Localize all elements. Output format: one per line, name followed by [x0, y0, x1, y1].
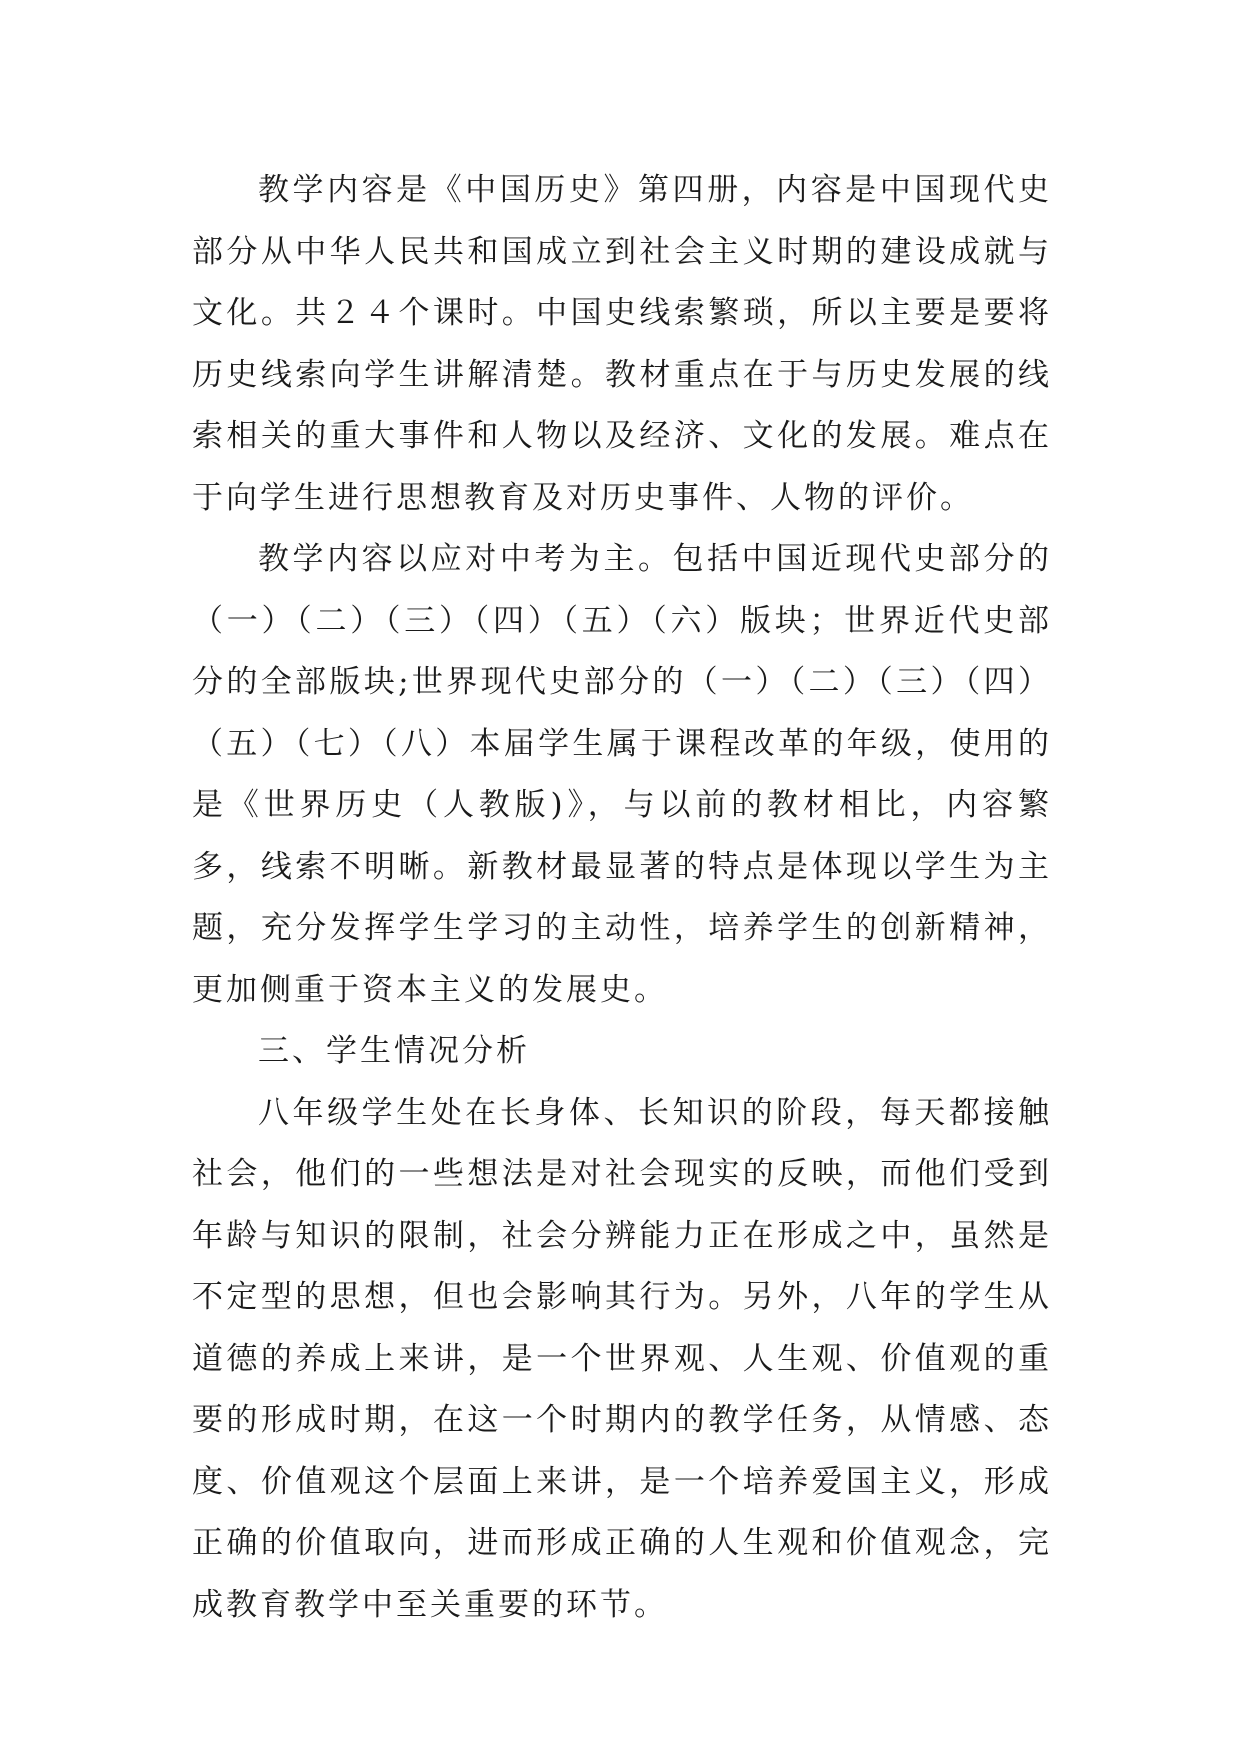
- paragraph-student-analysis: 八年级学生处在长身体、长知识的阶段，每天都接触社会，他们的一些想法是对社会现实的反映，而他们受到年龄与知识的限制，社会分辨能力正在形成之中，虽然是不定型的思想，但也会影响其行为。另外，八年的学生从道德的养成上来讲，是一个世界观、人生观、价值观的重要的形成时期，在这一个时期内的教学任务，从情感、态度、价值观这个层面上来讲，是一个培养爱国主义，形成正确的价值取向，进而形成正确的人生观和价值观念，完成教育教学中至关重要的环节。: [192, 1094, 1052, 1623]
- section-heading: 三、学生情况分析: [258, 1033, 530, 1069]
- document-page: [192, 160, 1052, 1636]
- paragraph-teaching-content: 教学内容是《中国历史》第四册，内容是中国现代史部分从中华人民共和国成立到社会主义时期的建设成就与文化。共２４个课时。中国史线索繁琐，所以主要是要将历史线索向学生讲解清楚。教材重点在于与历史发展的线索相关的重大事件和人物以及经济、文化的发展。难点在于向学生进行思想教育及对历史事件、人物的评价。: [192, 172, 1052, 516]
- paragraph-exam-content: 教学内容以应对中考为主。包括中国近现代史部分的（一）（二）（三）（四）（五）（六）版块；世界近代史部分的全部版块;世界现代史部分的（一）（二）（三）（四）（五）（七）（八）本届学生属于课程改革的年级，使用的是《世界历史（人教版)》，与以前的教材相比，内容繁多，线索不明晰。新教材最显著的特点是体现以学生为主题，充分发挥学生学习的主动性，培养学生的创新精神，更加侧重于资本主义的发展史。: [192, 541, 1052, 1008]
